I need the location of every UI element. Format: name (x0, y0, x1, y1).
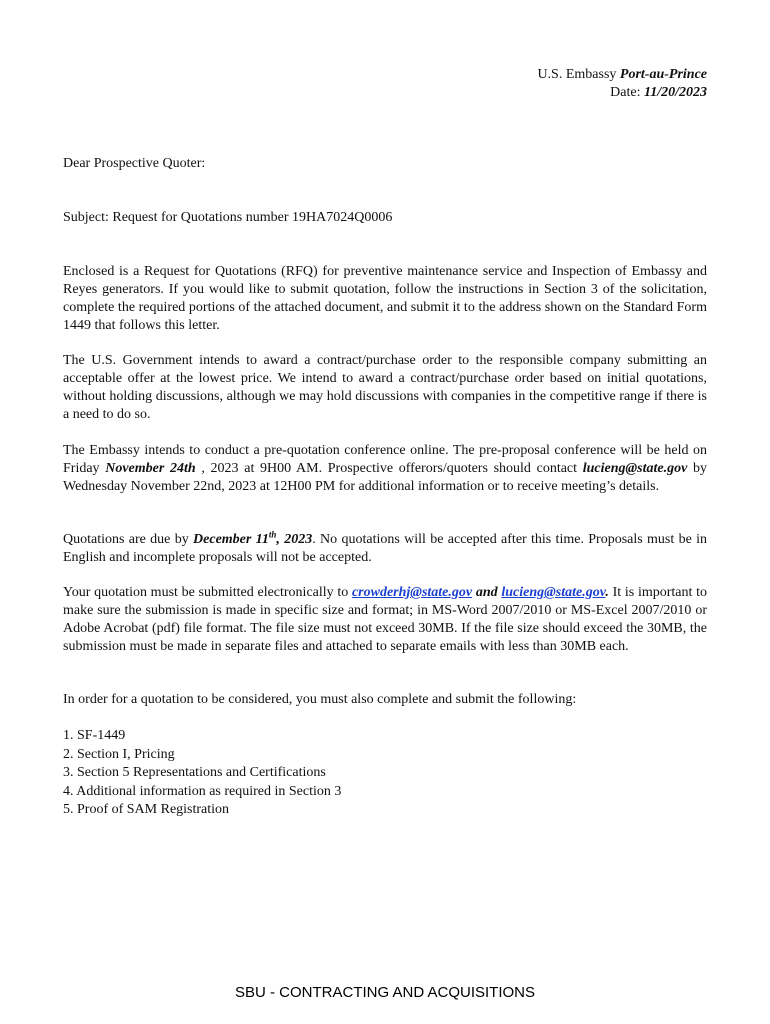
embassy-prefix: U.S. Embassy (537, 67, 620, 82)
embassy-line (537, 66, 707, 84)
period: . (605, 585, 609, 600)
conference-text-1: The Embassy intends to conduct a pre-quotation conference online. The pre-proposal conference will be held on Friday (63, 443, 707, 476)
conference-contact-email: lucieng@state.gov (582, 461, 688, 476)
paragraph-rfq-intro: Enclosed is a Request for Quotations (RFQ) for preventive maintenance service and Inspection of Embassy and Reyes generators. If you would like to submit quotation, follow the instructions in Section 3 of the solicitation, complete the required portions of the attached document, and submit it to the address shown on the Standard Form 1449 that follows this letter. (63, 264, 707, 333)
submission-text-2: It is important to make sure the submission is made in specific size and format; in MS-Word 2007/2010 or MS-Excel 2007/2010 or Adobe Acrobat (pdf) file format. The file size must not exceed 30MB. If the file size should exceed the 30MB, the submission must be made in separate files and attached to separate emails with less than 30MB each. (63, 585, 707, 654)
list-item: 3. Section 5 Representations and Certifications (63, 765, 326, 780)
and-word: and (472, 585, 502, 600)
letter-header (537, 66, 707, 102)
list-item: 1. SF-1449 (63, 728, 126, 743)
date-prefix: Date: (610, 85, 644, 100)
embassy-city: Port-au-Prince (619, 67, 707, 82)
salutation: Dear Prospective Quoter: (63, 156, 206, 171)
date-line (537, 84, 707, 102)
conference-text-2: , 2023 at 9H00 AM. Prospective offerors/quoters should contact (195, 461, 583, 476)
due-date (193, 529, 313, 547)
due-sup: th (268, 529, 277, 540)
list-item: 2. Section I, Pricing (63, 746, 175, 762)
submission-text-1: Your quotation must be submitted electronically to (63, 585, 352, 600)
due-text-2: . No quotations will be accepted after this time. Proposals must be in English and incomplete proposals will not be accepted. (63, 532, 708, 565)
due-month-day: December 11 (193, 532, 269, 547)
paragraph-due-date (63, 531, 707, 567)
email-link-lucieng[interactable]: lucieng@state.gov (501, 585, 606, 600)
conference-text-3: by Wednesday November 22nd, 2023 at 12H00 PM for additional information or to receive meeting’s details. (63, 461, 707, 494)
paragraph-award-intent: The U.S. Government intends to award a contract/purchase order to the responsible company submitting an acceptable offer at the lowest price. We intend to award a contract/purchase order based on initial quotations, without holding discussions, although we may hold discussions with companies in the competitive range if there is a need to do so. (63, 353, 707, 422)
conference-date: November 24th (105, 461, 196, 476)
subject-line: Subject: Request for Quotations number 19HA7024Q0006 (63, 210, 393, 225)
paragraph-requirements-intro: In order for a quotation to be considered, you must also complete and submit the following: (63, 692, 577, 707)
due-year: , 2023 (276, 532, 313, 547)
paragraph-conference (63, 442, 707, 496)
list-item: 4. Additional information as required in Section 3 (63, 783, 342, 799)
list-item: 5. Proof of SAM Registration (63, 802, 230, 817)
due-text-1: Quotations are due by (63, 532, 194, 547)
email-link-crowderhj[interactable]: crowderhj@state.gov (351, 585, 473, 600)
paragraph-submission (63, 584, 707, 656)
requirements-list (63, 727, 707, 820)
footer-classification: SBU - CONTRACTING AND ACQUISITIONS (234, 984, 536, 1001)
date-value: 11/20/2023 (643, 85, 707, 100)
